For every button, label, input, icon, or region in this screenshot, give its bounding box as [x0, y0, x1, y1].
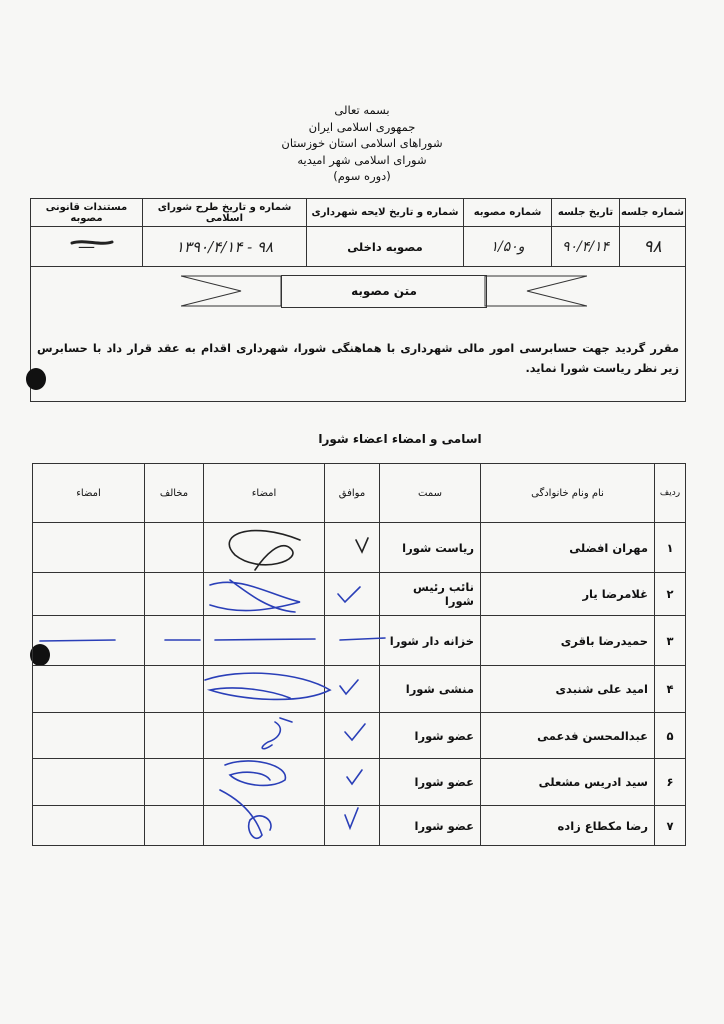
col-header: شماره مصوبه — [464, 199, 552, 227]
members-table — [32, 463, 686, 846]
signature-cell — [33, 713, 145, 759]
row-number: ۴ — [655, 666, 686, 713]
header-line: بسمه تعالی — [334, 103, 390, 117]
member-role: عضو شورا — [380, 713, 481, 759]
signature-cell — [33, 759, 145, 806]
legal-documents: — — [31, 227, 143, 267]
col-header: مخالف — [145, 464, 204, 523]
col-header: شماره و تاریخ لایحه شهرداری — [307, 199, 464, 227]
member-role: عضو شورا — [380, 759, 481, 806]
letterhead — [0, 102, 724, 185]
disagree-cell — [145, 806, 204, 846]
member-role: ریاست شورا — [380, 523, 481, 573]
member-name: امید علی شنبدی — [481, 666, 655, 713]
member-name: عبدالمحسن فدعمی — [481, 713, 655, 759]
table-row — [33, 523, 686, 573]
agree-cell — [325, 666, 380, 713]
resolution-info-table — [30, 198, 686, 267]
member-name: سید ادریس مشعلی — [481, 759, 655, 806]
signature-cell — [33, 523, 145, 573]
row-number: ۷ — [655, 806, 686, 846]
resolution-title: متن مصوبه — [281, 275, 487, 308]
signature-cell — [33, 666, 145, 713]
session-date: ۹۰/۴/۱۴ — [552, 227, 620, 267]
signature-cell — [204, 666, 325, 713]
table-row — [33, 713, 686, 759]
col-header: امضاء — [33, 464, 145, 523]
members-title: اسامی و امضاء اعضاء شورا — [318, 432, 482, 446]
row-number: ۵ — [655, 713, 686, 759]
agree-cell — [325, 759, 380, 806]
col-header: شماره و تاریخ طرح شورای اسلامی — [143, 199, 307, 227]
row-number: ۲ — [655, 573, 686, 616]
table-row — [33, 666, 686, 713]
resolution-number: و۱/۵۰ — [464, 227, 552, 267]
resolution-box — [30, 265, 686, 402]
resolution-text: مقرر گردید جهت حسابرسی امور مالی شهرداری با هماهنگی شورا، شهرداری اقدام به عقد قرار داد با حسابرس زیر نظر ریاست شورا نماید. — [37, 342, 679, 375]
signature-cell — [204, 573, 325, 616]
session-number: ۹۸ — [620, 227, 686, 267]
member-role: عضو شورا — [380, 806, 481, 846]
member-name: مهران افضلی — [481, 523, 655, 573]
col-header: مستندات قانونی مصوبه — [31, 199, 143, 227]
municipal-bill: مصوبه داخلی — [307, 227, 464, 267]
header-line: جمهوری اسلامی ایران — [308, 119, 416, 134]
table-row — [33, 616, 686, 666]
signature-cell — [204, 806, 325, 846]
disagree-cell — [145, 573, 204, 616]
col-header: امضاء — [204, 464, 325, 523]
row-number: ۱ — [655, 523, 686, 573]
table-row — [33, 759, 686, 806]
agree-cell — [325, 713, 380, 759]
disagree-cell — [145, 666, 204, 713]
col-header: ردیف — [655, 464, 686, 523]
col-header: شماره جلسه — [620, 199, 686, 227]
member-name: حمیدرضا باقری — [481, 616, 655, 666]
header-line: شوراهای اسلامی استان خوزستان — [281, 136, 443, 150]
council-plan: ۹۸ - ۱۳۹۰/۴/۱۴ — [143, 227, 307, 267]
disagree-cell — [145, 616, 204, 666]
resolution-banner — [181, 275, 587, 307]
signature-cell — [204, 713, 325, 759]
table-row — [33, 806, 686, 846]
col-header: نام ونام خانوادگی — [481, 464, 655, 523]
signature-cell — [33, 616, 145, 666]
member-name: رضا مکطاع زاده — [481, 806, 655, 846]
disagree-cell — [145, 713, 204, 759]
punch-hole — [26, 368, 46, 390]
disagree-cell — [145, 523, 204, 573]
disagree-cell — [145, 759, 204, 806]
col-header: سمت — [380, 464, 481, 523]
signature-cell — [33, 806, 145, 846]
member-role: منشی شورا — [380, 666, 481, 713]
agree-cell — [325, 806, 380, 846]
agree-cell — [325, 616, 380, 666]
row-number: ۳ — [655, 616, 686, 666]
table-row — [33, 573, 686, 616]
col-header: موافق — [325, 464, 380, 523]
header-line: (دوره سوم) — [333, 169, 391, 183]
signature-cell — [204, 523, 325, 573]
member-role: نائب رئیس شورا — [380, 573, 481, 616]
agree-cell — [325, 573, 380, 616]
agree-cell — [325, 523, 380, 573]
header-line: شورای اسلامی شهر امیدیه — [297, 152, 427, 167]
member-role: خزانه دار شورا — [380, 616, 481, 666]
member-name: غلامرضا یار — [481, 573, 655, 616]
signature-cell — [204, 616, 325, 666]
signature-cell — [33, 573, 145, 616]
signature-cell — [204, 759, 325, 806]
col-header: تاریخ جلسه — [552, 199, 620, 227]
row-number: ۶ — [655, 759, 686, 806]
